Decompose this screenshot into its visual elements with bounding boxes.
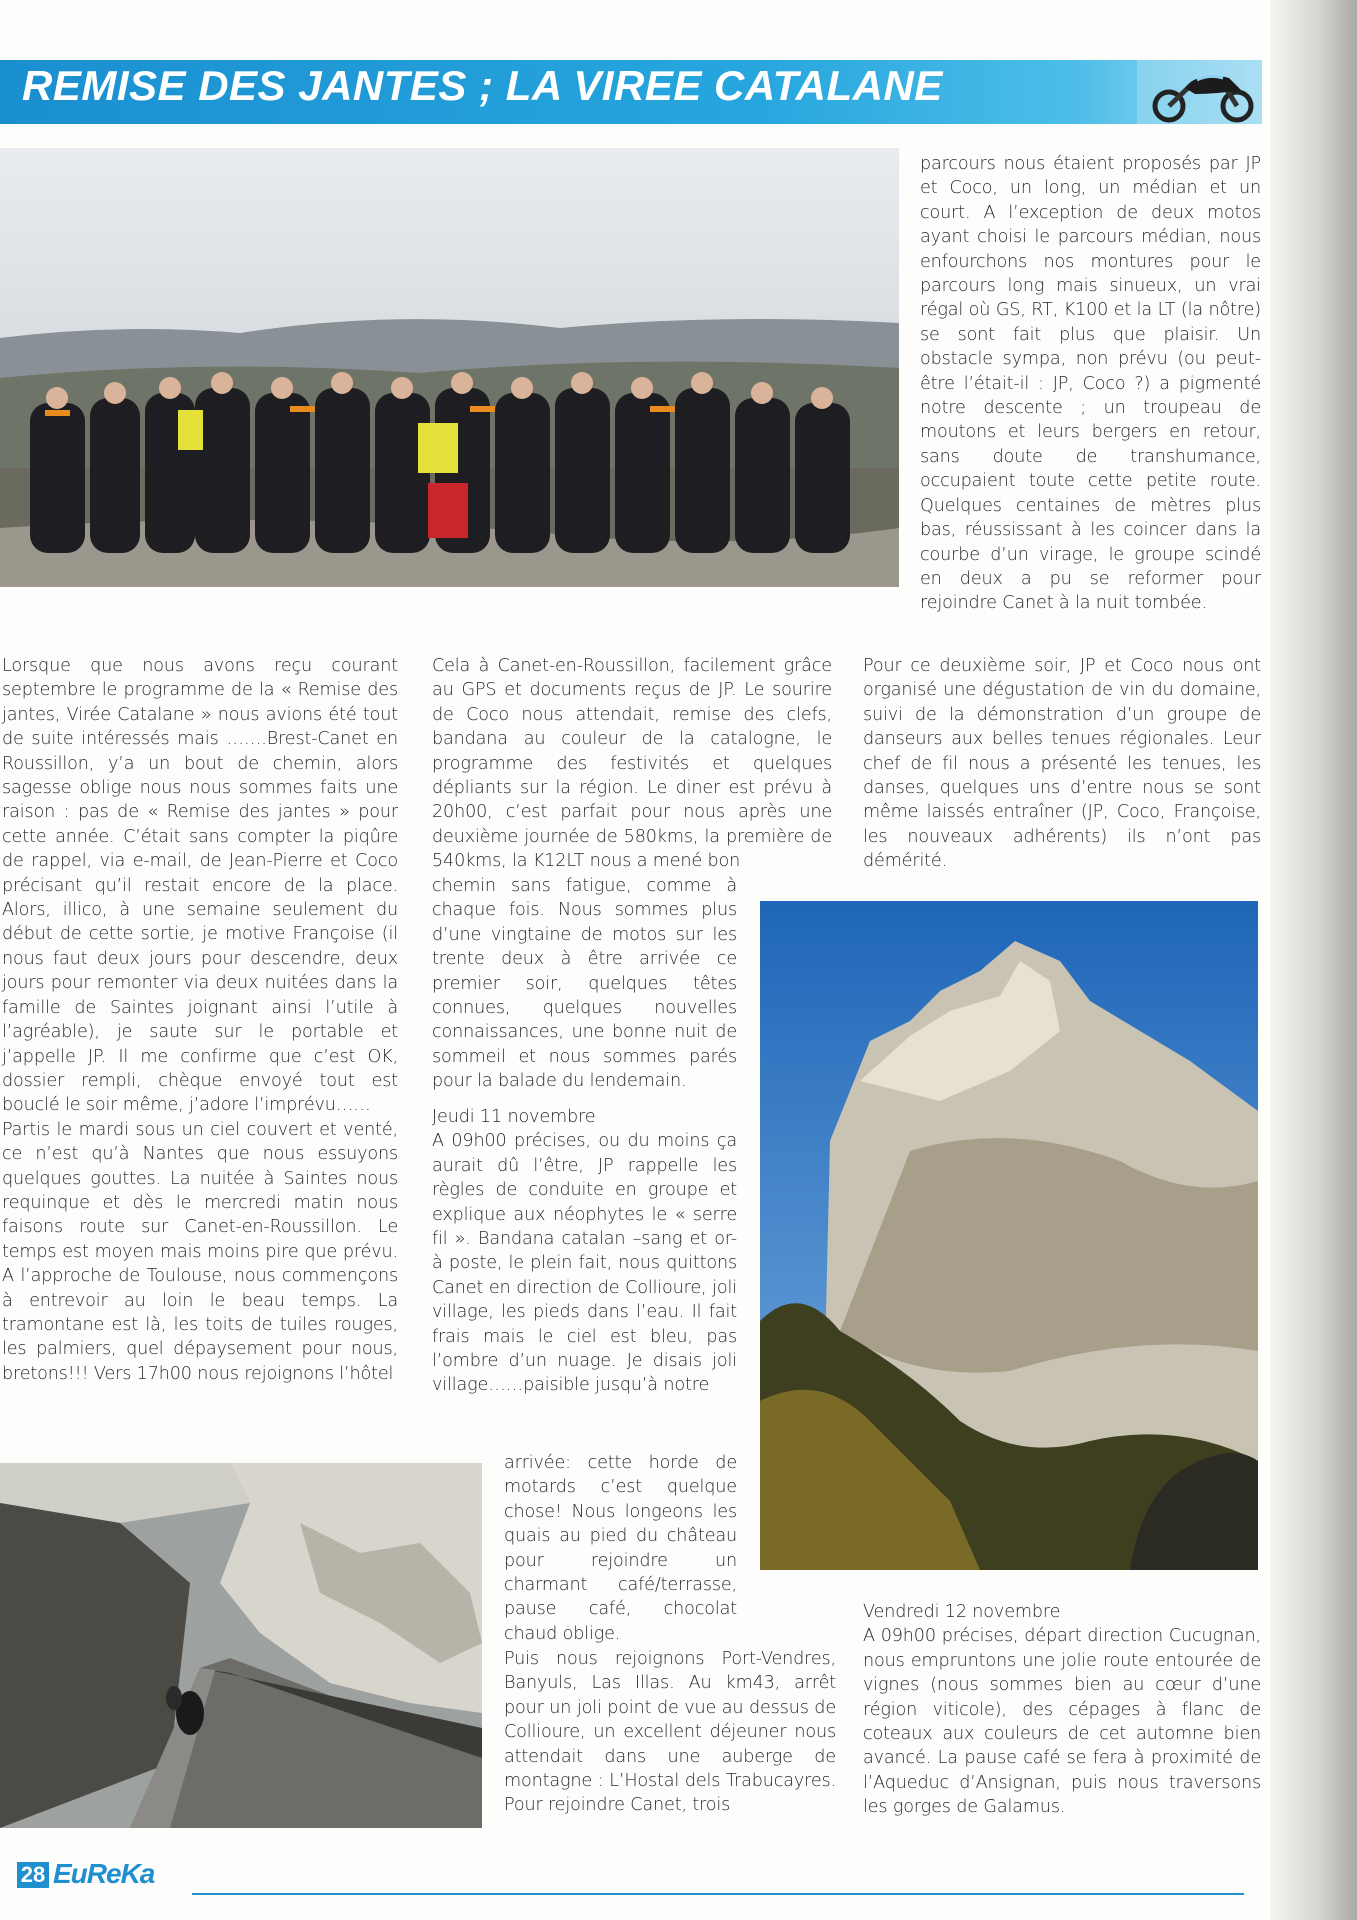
- article-text-middle-b: chemin sans fatigue, comme à chaque fois. Nous sommes plus d’une vingtaine de motos sur les trente deux à être arrivée ce premier soir, quelques têtes connues, quelques nouvelles connaissances, une bonne nuit de sommeil et nous sommes parés pour la balade du lendemain.: [432, 876, 737, 1092]
- date-heading-jeudi: Jeudi 11 novembre: [432, 1107, 596, 1127]
- title-banner: [0, 60, 1262, 124]
- castle-photo: [760, 901, 1258, 1570]
- page-edge-shadow: [1270, 0, 1357, 1920]
- middle-column-section: [432, 1105, 737, 1398]
- group-photo: [0, 148, 899, 587]
- date-heading-vendredi: Vendredi 12 novembre: [863, 1602, 1061, 1622]
- article-text-left-column: Lorsque que nous avons reçu courant septembre le programme de la « Remise des jantes, Virée Catalane » nous avions été tout de suite intéressés mais …….Brest-Canet en Roussillon, y’a un bout de chemin, alors sagesse oblige nous nous sommes faits une raison : pas de « Remise des jantes » pour cette année. C’était sans compter la piqûre de rappel, via e-mail, de Jean-Pierre et Coco précisant qu’il restait encore de la place. Alors, illico, à une semaine seulement du début de cette sortie, je motive Françoise (il nous faut deux jours pour descendre, deux jours pour remonter via deux nuitées dans la famille de Saintes joignant ainsi l’utile à l’agréable), je saute sur le portable et j’appelle JP. Il me confirme que c’est OK, dossier rempli, chèque envoyé tout est bouclé le soir même, j’adore l’imprévu…… Partis le mardi sous un ciel couvert et venté, ce n’est qu’à Nantes que nous essuyons quelques gouttes. La nuitée à Saintes nous requinque et dès le mercredi matin nous faisons route sur Canet-en-Roussillon. Le temps est moyen mais moins pire que prévu. A l’approche de Toulouse, nous commençons à entrevoir au loin le beau temps. La tramontane est là, les toits de tuiles rouges, les palmiers, quel dépaysement pour nous, bretons!!! Vers 17h00 nous rejoignons l’hôtel: [2, 656, 398, 1384]
- motorcycle-icon: [1137, 60, 1262, 124]
- gorge-road-photo-illustration: [0, 1463, 482, 1828]
- article-title: REMISE DES JANTES ; LA VIREE CATALANE: [22, 62, 943, 109]
- gorge-road-photo: [0, 1463, 482, 1828]
- article-text-middle-c: A 09h00 précises, ou du moins ça aurait dû l’être, JP rappelle les règles de conduite en groupe et explique aux néophytes le « serre fil ». Bandana catalan –sang et or- à poste, le plein fait, nous quittons Canet en direction de Collioure, joli village, les pieds dans l’eau. Il fait frais mais le ciel est bleu, pas l’ombre d’un nuage. Je disais joli village……paisible jusqu’à notre: [432, 1131, 737, 1396]
- magazine-logo: EuReKa: [53, 1858, 155, 1889]
- page-number: 28: [17, 1862, 49, 1888]
- castle-photo-illustration: [760, 901, 1258, 1570]
- article-text-middle-e: Puis nous rejoignons Port-Vendres, Banyuls, Las Illas. Au km43, arrêt pour un joli point de vue au dessus de Collioure, un excellent déjeuner nous attendait dans une auberge de montagne : L’Hostal dels Trabucayres. Pour rejoindre Canet, trois: [504, 1649, 836, 1816]
- article-text-right-bottom: A 09h00 précises, départ direction Cucugnan, nous empruntons une jolie route entourée de vignes (nous sommes bien au cœur d’une région viticole), des cépages à flanc de coteaux aux couleurs de cet automne bien avancé. La pause café se fera à proximité de l’Aqueduc d’Ansignan, puis nous traversons les gorges de Galamus.: [863, 1626, 1261, 1818]
- article-text-middle-d: arrivée: cette horde de motards c’est quelque chose! Nous longeons les quais au pied du château pour rejoindre un charmant café/terrasse, pause café, chocolat chaud oblige.: [504, 1453, 737, 1644]
- group-photo-illustration: [0, 148, 899, 587]
- article-text-middle-a: Cela à Canet-en-Roussillon, facilement grâce au GPS et documents reçus de JP. Le sourire de Coco nous attendait, remise des clefs, bandana au couleur de la catalogne, le programme des festivités et quelques dépliants sur la région. Le diner est prévu à 20h00, c’est parfait pour nous après une deuxième journée de 580kms, la première de 540kms, la K12LT nous a mené bon: [432, 656, 832, 872]
- footer-rule: [192, 1893, 1244, 1895]
- article-text-top-right: parcours nous étaient proposés par JP et Coco, un long, un médian et un court. A l’exception de deux motos ayant choisi le parcours médian, nous enfourchons nos montures pour le parcours long mais sinueux, un vrai régal où GS, RT, K100 et la LT (la nôtre) se sont fait plus que plaisir. Un obstacle sympa, non prévu (ou peut-être l’était-il : JP, Coco ?) a pigmenté notre descente ; un troupeau de moutons et leurs bergers en retour, sans doute de transhumance, occupaient toute cette petite route. Quelques centaines de mètres plus bas, réussissant à les coincer dans la courbe d’un virage, le groupe scindé en deux a pu se reformer pour rejoindre Canet à la nuit tombée.: [920, 154, 1261, 614]
- article-text-right-middle: Pour ce deuxième soir, JP et Coco nous ont organisé une dégustation de vin du domaine, suivi de la démonstration d’un groupe de danseurs aux belles tenues régionales. Leur chef de fil nous a présenté les tenues, les danses, quelques uns d’entre nous se sont même laissés entraîner (JP, Coco, Françoise, les nouveaux adhérents) ils n’ont pas démérité.: [863, 656, 1261, 872]
- right-column-bottom-section: [863, 1600, 1261, 1820]
